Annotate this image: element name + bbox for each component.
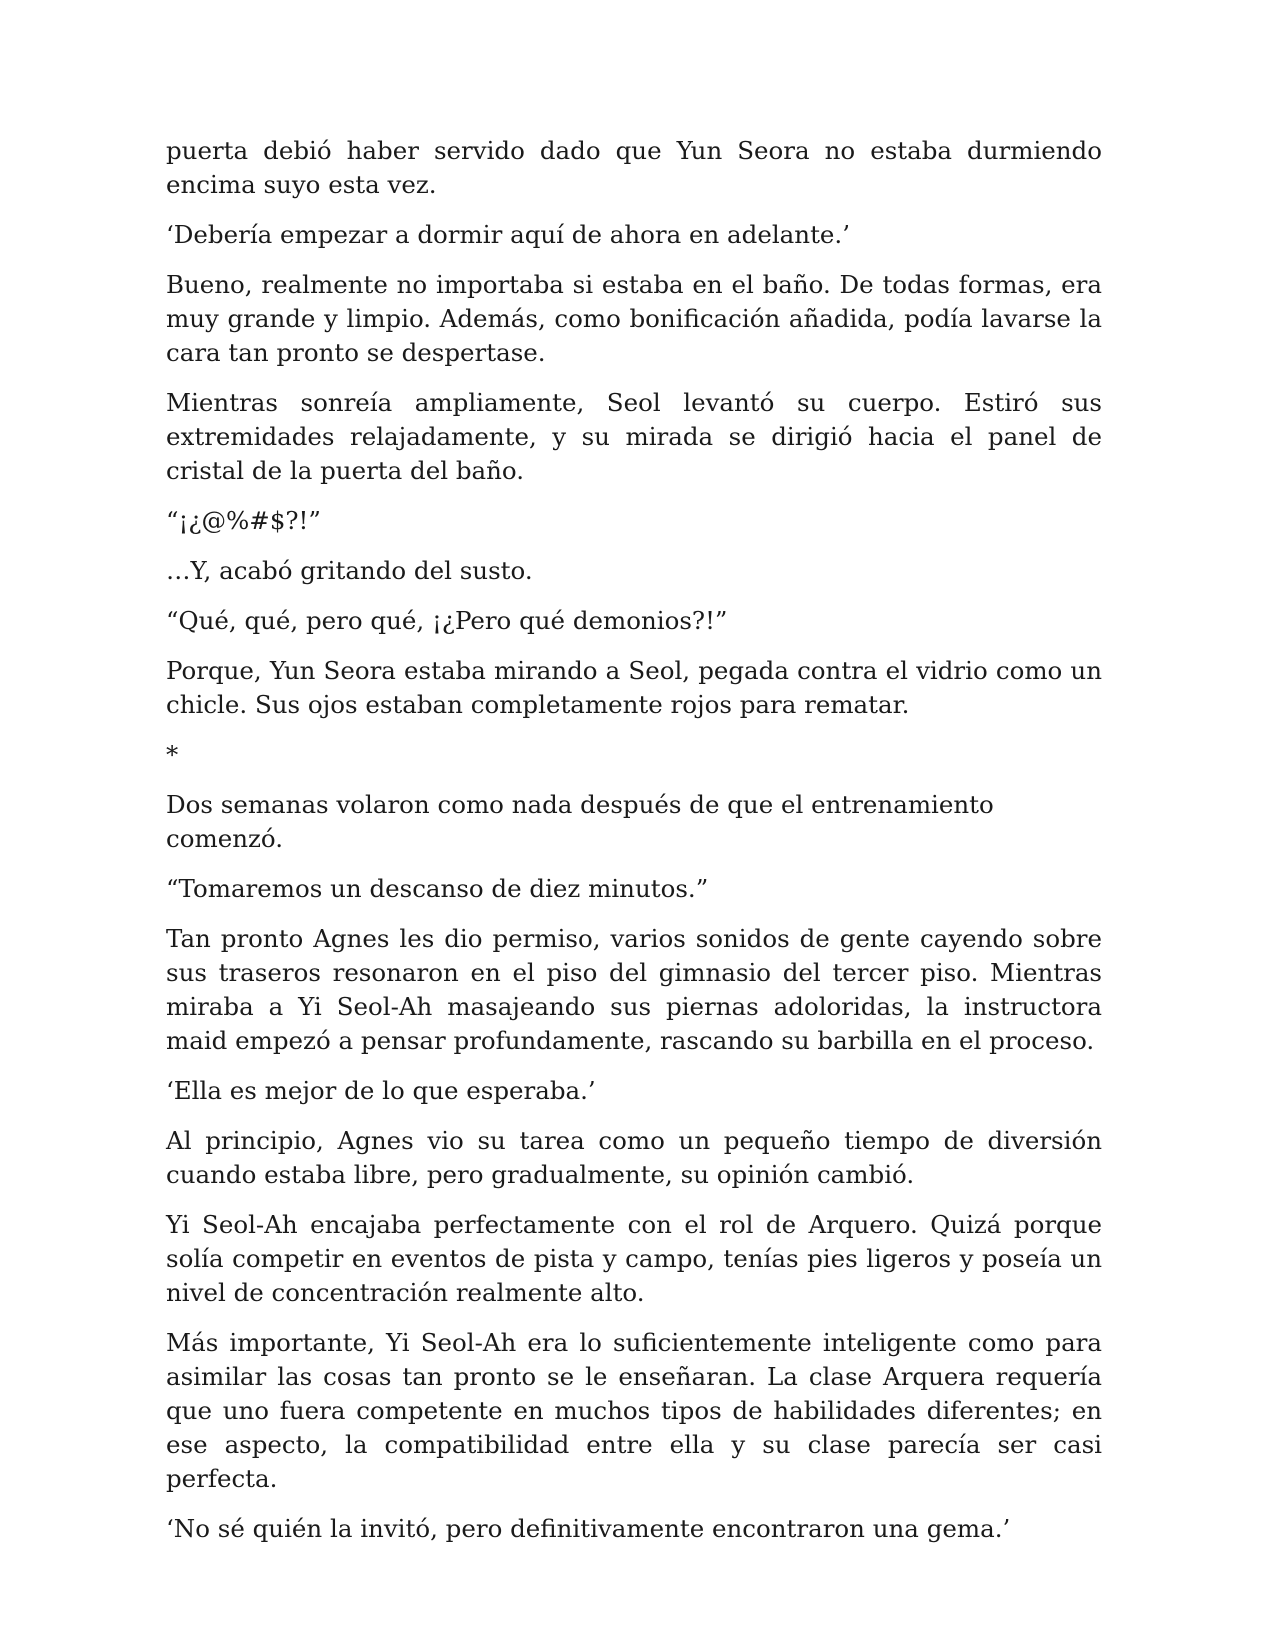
paragraph-5: “¡¿@%#$?!” (166, 506, 321, 535)
paragraph-11: “Tomaremos un descanso de diez minutos.” (166, 874, 709, 903)
paragraph-14: Al principio, Agnes vio su tarea como un pequeño tiempo de diversión cuando estaba libre, pero gradualmente, su opinión cambió. (166, 1126, 1102, 1189)
document-page (166, 134, 1102, 1562)
paragraph-8: Porque, Yun Seora estaba mirando a Seol, pegada contra el vidrio como un chicle. Sus ojos estaban completamente rojos para rematar. (166, 656, 1102, 719)
paragraph-2: ‘Debería empezar a dormir aquí de ahora en adelante.’ (166, 220, 850, 249)
paragraph-16: Más importante, Yi Seol-Ah era lo suficientemente inteligente como para asimilar las cosas tan pronto se le enseñaran. La clase Arquera requería que uno fuera competente en muchos tipos de habilidades diferentes; en ese aspecto, la compatibilidad entre ella y su clase parecía ser casi perfecta. (166, 1328, 1102, 1493)
paragraph-10: Dos semanas volaron como nada después de que el entrenamiento comenzó. (166, 790, 994, 853)
paragraph-4: Mientras sonreía ampliamente, Seol levantó su cuerpo. Estiró sus extremidades relajadamente, y su mirada se dirigió hacia el panel de cristal de la puerta del baño. (166, 388, 1102, 485)
paragraph-3: Bueno, realmente no importaba si estaba en el baño. De todas formas, era muy grande y limpio. Además, como bonificación añadida, podía lavarse la cara tan pronto se despertase. (166, 270, 1102, 367)
paragraph-7: “Qué, qué, pero qué, ¡¿Pero qué demonios?!” (166, 606, 728, 635)
paragraph-17: ‘No sé quién la invitó, pero definitivamente encontraron una gema.’ (166, 1514, 1011, 1543)
paragraph-12: Tan pronto Agnes les dio permiso, varios sonidos de gente cayendo sobre sus traseros resonaron en el piso del gimnasio del tercer piso. Mientras miraba a Yi Seol-Ah masajeando sus piernas adoloridas, la instructora maid empezó a pensar profundamente, rascando su barbilla en el proceso. (166, 924, 1102, 1055)
paragraph-1: puerta debió haber servido dado que Yun Seora no estaba durmiendo encima suyo esta vez. (166, 136, 1102, 199)
paragraph-6: …Y, acabó gritando del susto. (166, 556, 533, 585)
paragraph-13: ‘Ella es mejor de lo que esperaba.’ (166, 1076, 596, 1105)
scene-break: * (166, 740, 179, 769)
paragraph-15: Yi Seol-Ah encajaba perfectamente con el rol de Arquero. Quizá porque solía competir en eventos de pista y campo, tenías pies ligeros y poseía un nivel de concentración realmente alto. (166, 1210, 1102, 1307)
